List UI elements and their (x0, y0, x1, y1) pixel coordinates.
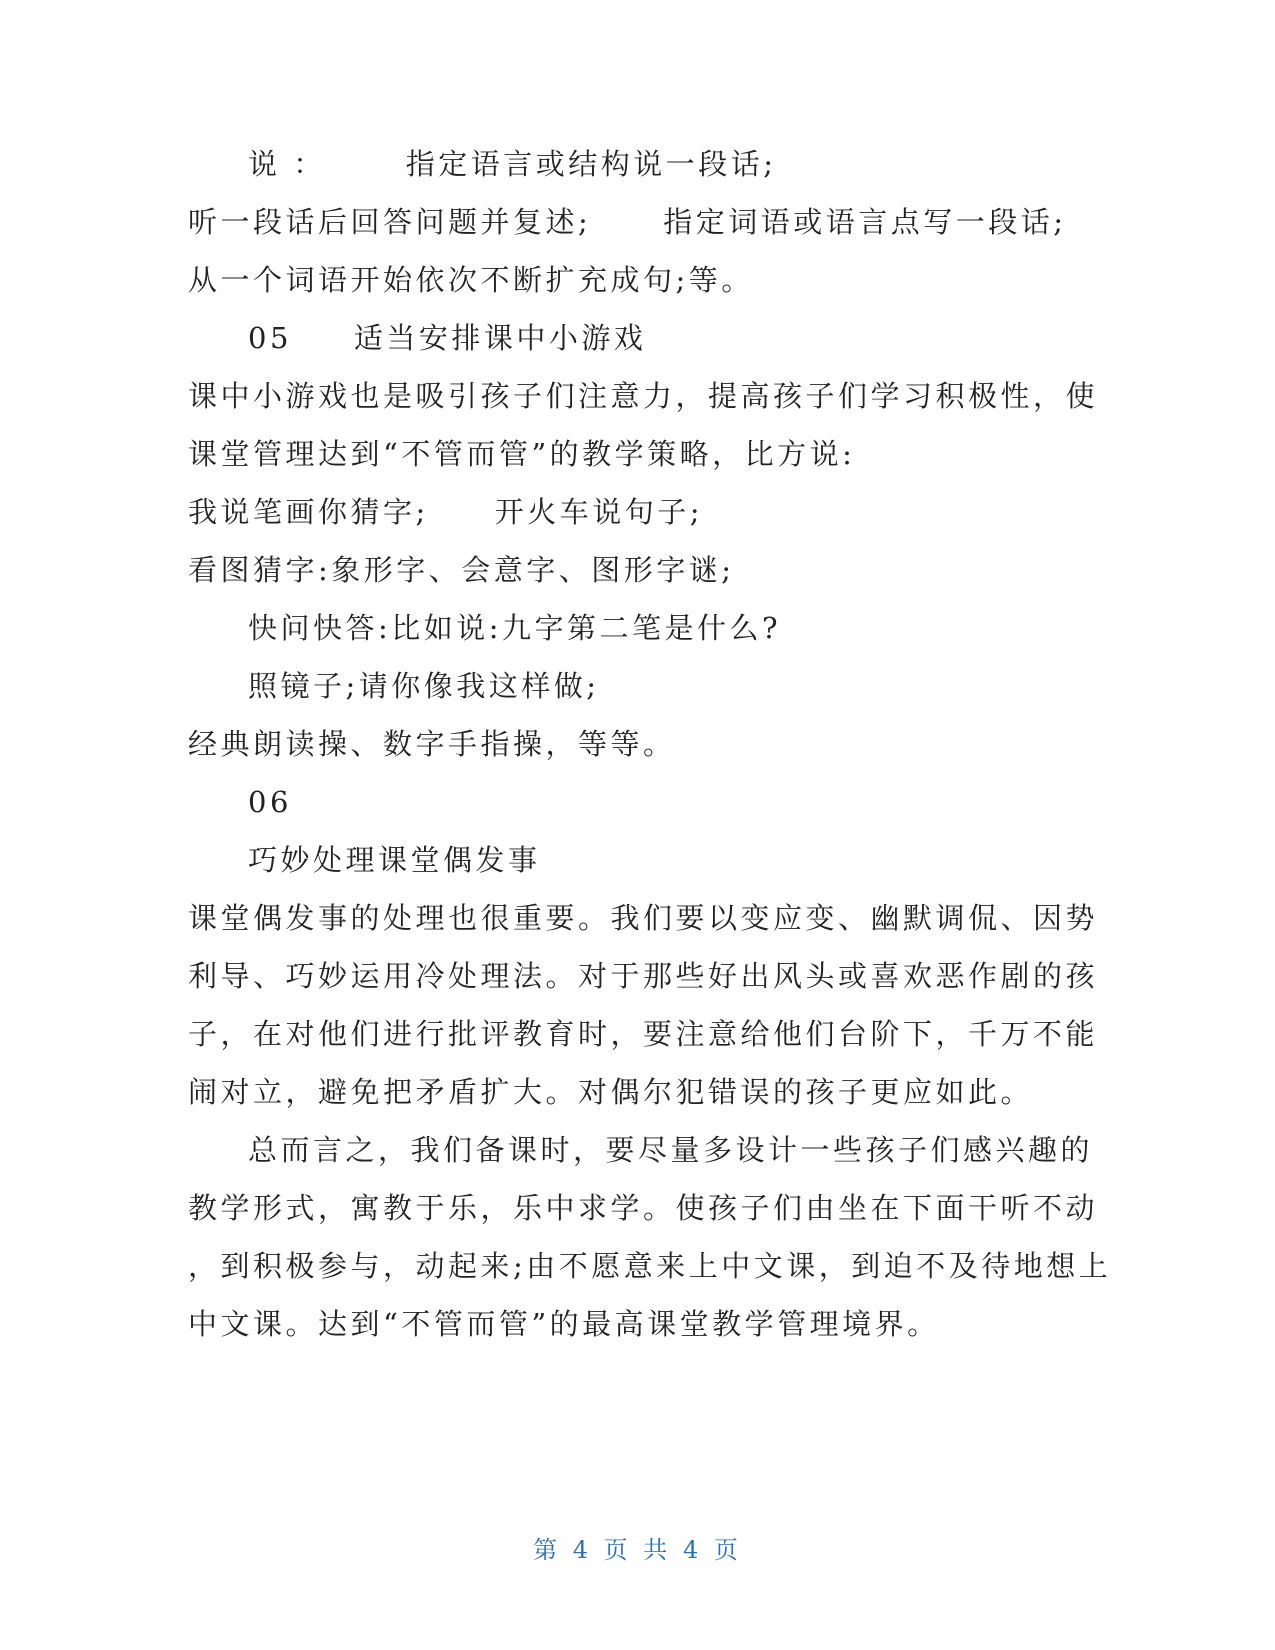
text-line: 课堂偶发事的处理也很重要。我们要以变应变、幽默调侃、因势 (188, 901, 1099, 935)
section-number: 06 (248, 785, 292, 819)
line-segment: 听一段话后回答问题并复述; (188, 205, 592, 239)
text-line (188, 205, 1067, 239)
section-title: 适当安排课中小游戏 (353, 321, 647, 355)
text-line: 看图猜字:象形字、会意字、图形字谜; (188, 553, 735, 587)
text-line (188, 495, 703, 529)
line-segment: 我说笔画你猜字; (188, 495, 429, 529)
text-line: 快问快答:比如说:九字第二笔是什么? (248, 611, 782, 645)
text-line: 利导、巧妙运用冷处理法。对于那些好出风头或喜欢恶作剧的孩 (188, 959, 1099, 993)
section-title: 巧妙处理课堂偶发事 (248, 843, 541, 877)
text-line: 照镜子;请你像我这样做; (248, 669, 600, 703)
text-line: 教学形式，寓教于乐，乐中求学。使孩子们由坐在下面干听不动 (188, 1191, 1099, 1225)
text-line: 从一个词语开始依次不断扩充成句;等。 (188, 263, 754, 297)
line-segment: 指定语言或结构说一段话; (405, 147, 777, 181)
section-number: 05 (248, 321, 292, 355)
text-line: ，到积极参与，动起来;由不愿意来上中文课，到迫不及待地想上 (188, 1249, 1112, 1283)
text-line: 课中小游戏也是吸引孩子们注意力，提高孩子们学习积极性，使 (188, 379, 1099, 413)
page-number-footer: 第 4 页 共 4 页 (533, 1536, 742, 1564)
text-line (248, 147, 777, 181)
text-line: 闹对立，避免把矛盾扩大。对偶尔犯错误的孩子更应如此。 (188, 1075, 1034, 1109)
text-line: 经典朗读操、数字手指操，等等。 (188, 727, 676, 761)
line-segment: 说 ： (248, 147, 326, 181)
text-line: 总而言之，我们备课时，要尽量多设计一些孩子们感兴趣的 (248, 1133, 1094, 1167)
text-line: 课堂管理达到“不管而管”的教学策略，比方说: (188, 437, 856, 471)
text-line: 中文课。达到“不管而管”的最高课堂教学管理境界。 (188, 1307, 940, 1341)
text-line: 子，在对他们进行批评教育时，要注意给他们台阶下，千万不能 (188, 1017, 1099, 1051)
line-segment: 指定词语或语言点写一段话; (663, 205, 1067, 239)
section-heading (248, 321, 646, 355)
line-segment: 开火车说句子; (494, 495, 704, 529)
